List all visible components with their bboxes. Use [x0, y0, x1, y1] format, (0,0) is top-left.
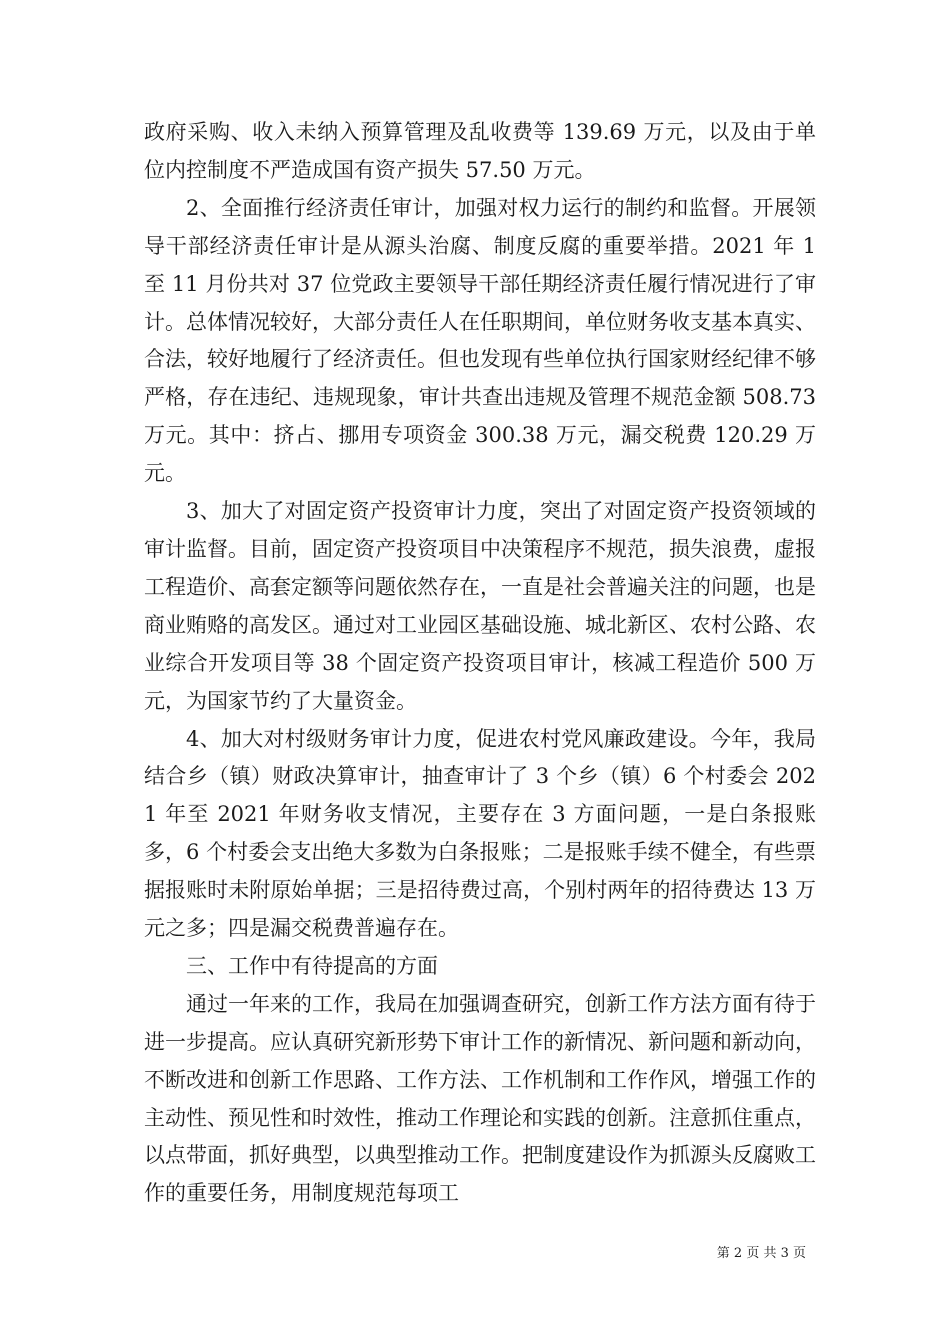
paragraph-village-finance-audit: 4、加大对村级财务审计力度，促进农村党风廉政建设。今年，我局结合乡（镇）财政决算审计，抽查审计了 3 个乡（镇）6 个村委会 2021 年至 2021 年财务收支情况，主要存在 3 方面问题，一是白条报账多，6 个村委会支出绝大多数为白条报账；二是报账手续不健全，有些票据报账时未附原始单据；三是招待费过高，个别村两年的招待费达 13 万元之多；四是漏交税费普遍存在。 [144, 726, 816, 941]
paragraph-fixed-asset-audit: 3、加大了对固定资产投资审计力度，突出了对固定资产投资领域的审计监督。目前，固定资产投资项目中决策程序不规范，损失浪费，虚报工程造价、高套定额等问题依然存在，一直是社会普遍关注的问题，也是商业贿赂的高发区。通过对工业园区基础设施、城北新区、农村公路、农业综合开发项目等 38 个固定资产投资项目审计，核减工程造价 500 万元，为国家节约了大量资金。 [144, 499, 816, 713]
paragraph-economic-responsibility-audit: 2、全面推行经济责任审计，加强对权力运行的制约和监督。开展领导干部经济责任审计是从源头治腐、制度反腐的重要举措。2021 年 1 至 11 月份共对 37 位党政主要领导干部任期经济责任履行情况进行了审计。总体情况较好，大部分责任人在任职期间，单位财务收支基本真实、合法，较好地履行了经济责任。但也发现有些单位执行国家财经纪律不够严格，存在违纪、违规现象，审计共查出违规及管理不规范金额 508.73 万元。其中：挤占、挪用专项资金 300.38 万元，漏交税费 120.29 万元。 [144, 195, 816, 486]
document-body [144, 114, 816, 1213]
page-number: 第 2 页 共 3 页 [716, 1246, 806, 1261]
section-heading-improvements: 三、工作中有待提高的方面 [186, 953, 438, 978]
paragraph-improvements: 通过一年来的工作，我局在加强调查研究，创新工作方法方面有待于进一步提高。应认真研究新形势下审计工作的新情况、新问题和新动向，不断改进和创新工作思路、工作方法、工作机制和工作作风，增强工作的主动性、预见性和时效性，推动工作理论和实践的创新。注意抓住重点，以点带面，抓好典型，以典型推动工作。把制度建设作为抓源头反腐败工作的重要任务，用制度规范每项工 [144, 991, 816, 1206]
paragraph-continuation: 政府采购、收入未纳入预算管理及乱收费等 139.69 万元，以及由于单位内控制度不严造成国有资产损失 57.50 万元。 [144, 120, 816, 182]
